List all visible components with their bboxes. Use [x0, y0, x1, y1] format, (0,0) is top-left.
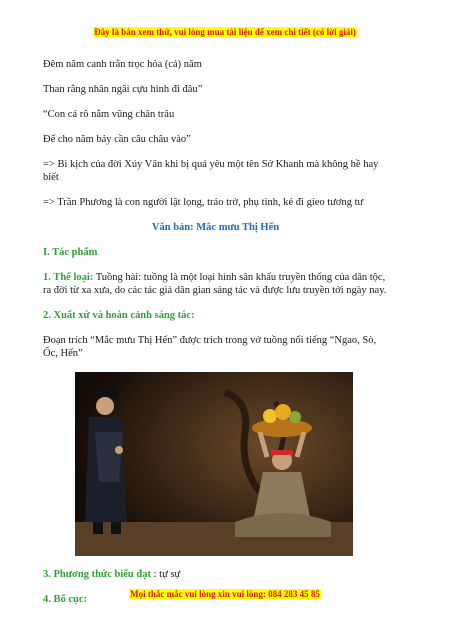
method-label: 3. Phương thức biểu đạt [43, 569, 151, 580]
poem-line: Than rằng nhân ngãi cựu hình đi đâu” [43, 84, 203, 95]
poem-line: “Con cá rô nằm vũng chân trâu [43, 109, 175, 120]
stage-photo-illustration [75, 372, 353, 556]
genre-text: Tuồng hài: tuồng là một loại hình sân khấu truyền thống của dân tộc, ra đời từ xa xưa, do các tác giả dân gian sáng tác và được lưu truyền tới ngày nay. [43, 272, 387, 296]
origin-heading: 2. Xuất xứ và hoàn cảnh sáng tác: [43, 310, 195, 321]
stage-photo [75, 372, 353, 556]
layout-heading: 4. Bố cục: [43, 594, 88, 605]
part-heading: I. Tác phẩm [43, 247, 98, 258]
contact-banner-text: Mọi thắc mắc vui lòng xin vui lòng: 084 283 45 85 [130, 589, 320, 599]
note-paragraph: => Trần Phương là con người lật lọng, tráo trở, phụ tình, kẻ đi gieo tương tư [43, 197, 364, 208]
preview-banner-text: Đây là bản xem thử, vui lòng mua tài liệu để xem chi tiết (có lời giải) [94, 27, 356, 37]
origin-paragraph: Đoạn trích “Mắc mưu Thị Hến” được trích trong vở tuồng nổi tiếng “Ngao, Sò, Ốc, Hến” [43, 335, 377, 359]
document-body [43, 58, 388, 618]
method-text: : tự sự [150, 569, 181, 580]
note-paragraph: => Bi kịch của đời Xúy Vân khi bị quá yêu một tên Sở Khanh mà không hề hay biết [43, 159, 379, 183]
poem-line: Đêm năm canh trằn trọc hỏa (cả) năm [43, 59, 202, 70]
method-paragraph [43, 568, 388, 581]
poem-line: Để cho năm bảy cần câu châu vào” [43, 134, 191, 145]
genre-label: 1. Thể loại: [43, 272, 94, 283]
preview-banner-top [0, 27, 450, 37]
contact-banner-bottom [0, 589, 450, 599]
genre-paragraph [43, 271, 388, 297]
section-title: Văn bản: Mắc mưu Thị Hến [151, 222, 280, 233]
